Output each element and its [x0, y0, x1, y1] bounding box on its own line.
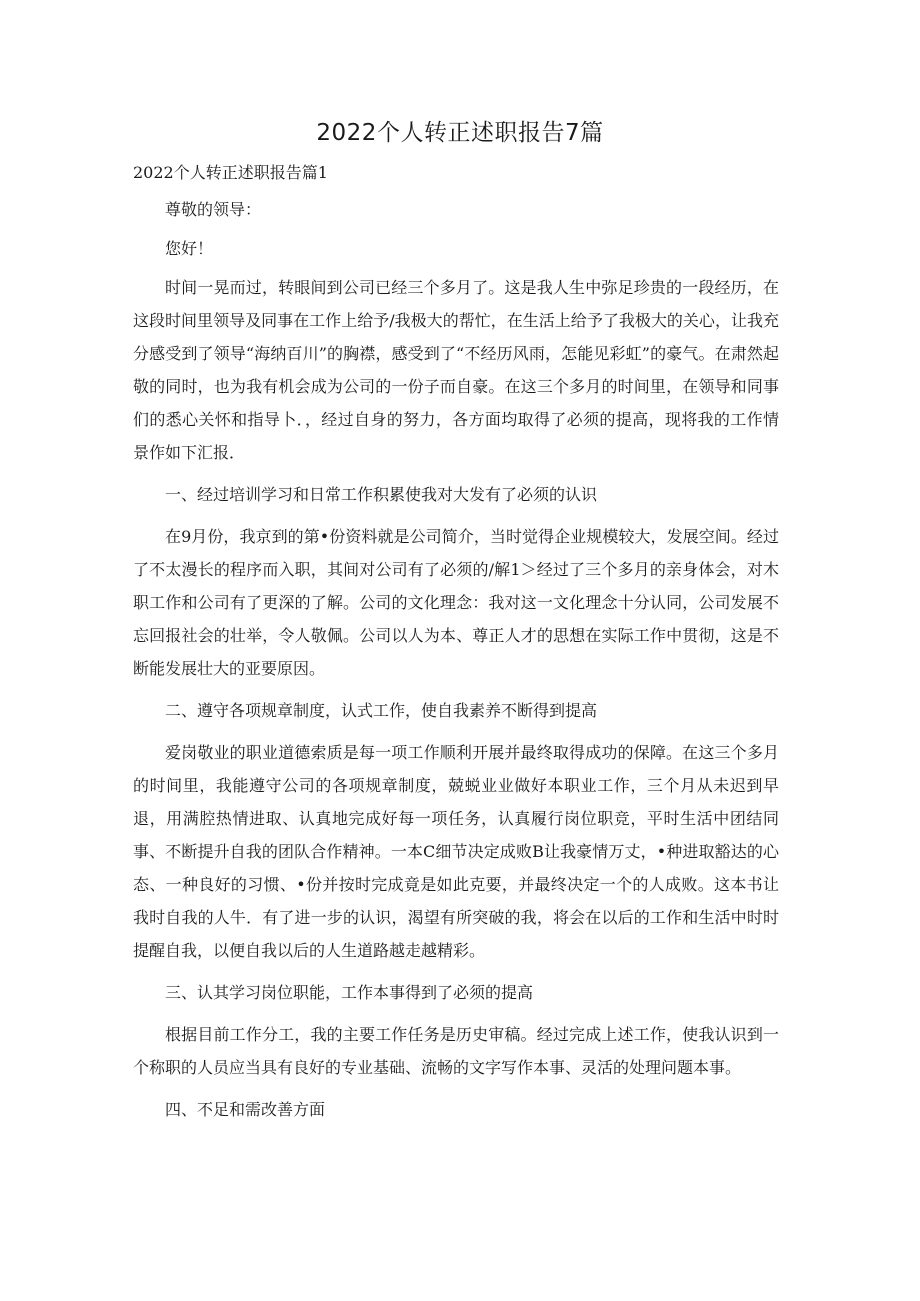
salutation: 尊敬的领导：	[165, 200, 262, 219]
heading-one: 一、经过培训学习和日常工作积累使我对大发有了必须的认识	[165, 485, 598, 504]
paragraph-intro: 时间一晃而过，转眼间到公司已经三个多月了。这是我人生中弥足珍贵的一段经历，在这段时间里领导及同事在工作上给予/我极大的帮忙，在生活上给予了我极大的关心，让我充分感受到了领导“海纳百川”的胸襟，感受到了“不经历风雨，怎能见彩虹”的豪气。在肃然起敬的同时，也为我有机会成为公司的一份子而自豪。在这三个多月的时间里，在领导和同事们的悉心关怀和指导卜．，经过自身的努力，各方面均取得了必须的提高，现将我的工作情景作如下汇报．	[133, 278, 779, 462]
heading-three: 三、认其学习岗位职能，工作本事得到了必须的提高	[165, 983, 534, 1002]
document-title: 2022个人转正述职报告7篇	[316, 120, 604, 146]
paragraph-one: 在9月份，我京到的第•份资料就是公司简介，当时觉得企业规模较大，发展空间。经过了不太漫长的程序而入职，其间对公司有了必须的/解1＞经过了三个多月的亲身体会，对木职工作和公司有了更深的了解。公司的文化理念：我对这一文化理念十分认同，公司发展不忘回报社会的壮举，令人敬佩。公司以人为本、尊正人才的思想在实际工作中贯彻，这是不断能发展壮大的亚要原因。	[133, 527, 779, 678]
document-body	[133, 193, 779, 1135]
greeting: 您好！	[165, 239, 214, 258]
heading-two: 二、遵守各项规章制度，认式工作，使自我素养不断得到提高	[165, 701, 598, 720]
heading-four: 四、不足和需改善方面	[165, 1100, 326, 1119]
paragraph-two: 爱岗敬业的职业道德索质是每一项工作顺利开展并最终取得成功的保障。在这三个多月的时间里，我能遵守公司的各项规章制度，兢蜕业业做好本职业工作，三个月从未迟到早退，用满腔热情进取、认真地完成好每一项任务，认真履行岗位职竞，平时生活中团结同事、不断提升自我的团队合作精神。一本C细节决定成败B让我豪情万丈，•种进取豁达的心态、一种良好的习惯、•份并按时完成竟是如此克要，并最终决定一个的人成败。这本书让我时自我的人牛．有了进一步的认识，渴望有所突破的我，将会在以后的工作和生活中时时提醒自我，以便自我以后的人生道路越走越精彩。	[133, 743, 779, 960]
paragraph-three: 根据目前工作分工，我的主要工作任务是历史审稿。经过完成上述工作，使我认识到一个称职的人员应当具有良好的专业基础、流畅的文字写作本事、灵活的处理问题本事。	[133, 1025, 779, 1077]
section-heading: 2022个人转正述职报告篇1	[133, 163, 328, 182]
